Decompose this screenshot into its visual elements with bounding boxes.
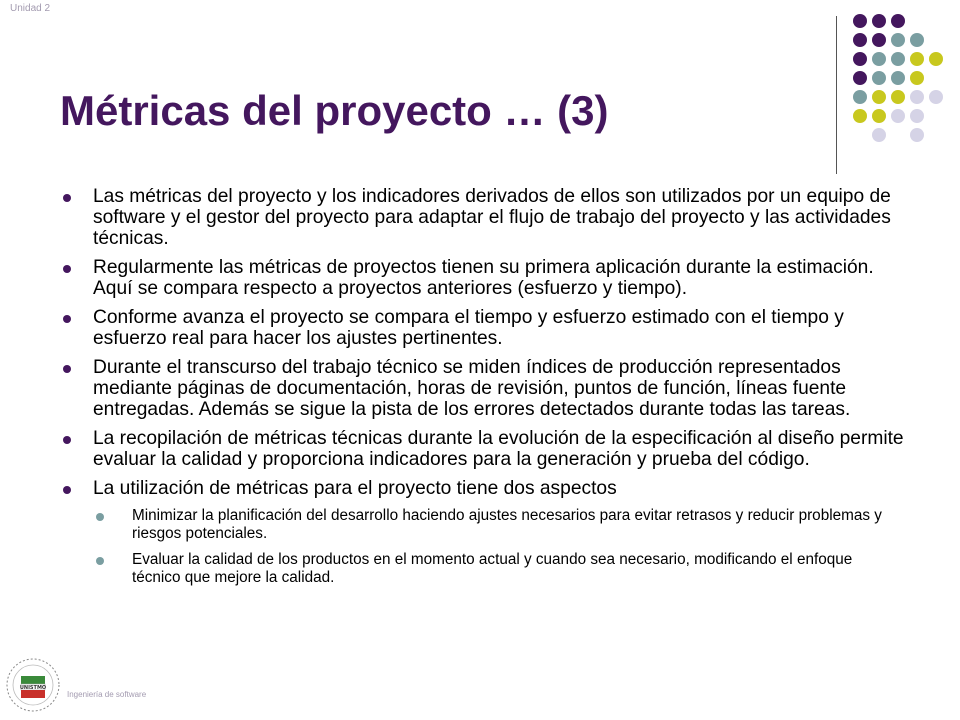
decorative-dot [853, 52, 867, 66]
decorative-dot [891, 14, 905, 28]
bullet-item: La recopilación de métricas técnicas durante la evolución de la especificación al diseño permite evaluar la calidad y proporciona indicadores para la generación y prueba del código. [62, 428, 912, 470]
decorative-dot [872, 52, 886, 66]
vertical-divider [836, 16, 837, 174]
decorative-dot [872, 33, 886, 47]
decorative-dot [853, 33, 867, 47]
logo-text: UNISTMO [19, 685, 47, 691]
decorative-dot [853, 90, 867, 104]
decorative-dot [891, 52, 905, 66]
unit-label: Unidad 2 [10, 3, 51, 14]
decorative-dot [891, 33, 905, 47]
decorative-dot [891, 71, 905, 85]
bullet-item: Durante el transcurso del trabajo técnico se miden índices de producción representados mediante páginas de documentación, horas de revisión, puntos de función, líneas fuente entregadas. Además se sigue la pista de los errores detectados durante todas las tareas. [62, 357, 912, 420]
sub-bullet-item: Evaluar la calidad de los productos en el momento actual y cuando sea necesario, modificando el enfoque técnico que mejore la calidad. [93, 551, 892, 587]
decorative-dot [872, 128, 886, 142]
bullet-item: La utilización de métricas para el proyecto tiene dos aspectos [62, 478, 912, 499]
bullet-item: Las métricas del proyecto y los indicadores derivados de ellos son utilizados por un equipo de software y el gestor del proyecto para adaptar el flujo de trabajo del proyecto y las actividades técnicas. [62, 186, 912, 249]
decorative-dot [929, 90, 943, 104]
decorative-dot [872, 109, 886, 123]
slide-content [62, 186, 912, 595]
decorative-dot [910, 109, 924, 123]
university-logo [5, 656, 61, 714]
decorative-dot [891, 90, 905, 104]
slide-title: Métricas del proyecto … (3) [60, 87, 609, 134]
decorative-dot [853, 109, 867, 123]
decorative-dot [910, 33, 924, 47]
decorative-dot [853, 14, 867, 28]
decorative-dot [872, 90, 886, 104]
decorative-dot [872, 14, 886, 28]
bullet-item: Conforme avanza el proyecto se compara el tiempo y esfuerzo estimado con el tiempo y esfuerzo real para hacer los ajustes pertinentes. [62, 307, 912, 349]
decorative-dot [891, 109, 905, 123]
decorative-dot [910, 90, 924, 104]
decorative-dot [872, 71, 886, 85]
decorative-dot [910, 71, 924, 85]
decorative-dot [853, 71, 867, 85]
sub-bullet-item: Minimizar la planificación del desarrollo haciendo ajustes necesarios para evitar retrasos y reducir problemas y riesgos potenciales. [93, 507, 892, 543]
decorative-dot [910, 128, 924, 142]
footer-course-label: Ingeniería de software [67, 690, 147, 699]
bullet-item: Regularmente las métricas de proyectos tienen su primera aplicación durante la estimación. Aquí se compara respecto a proyectos anteriores (esfuerzo y tiempo). [62, 257, 912, 299]
decorative-dot [929, 52, 943, 66]
decorative-dot [910, 52, 924, 66]
